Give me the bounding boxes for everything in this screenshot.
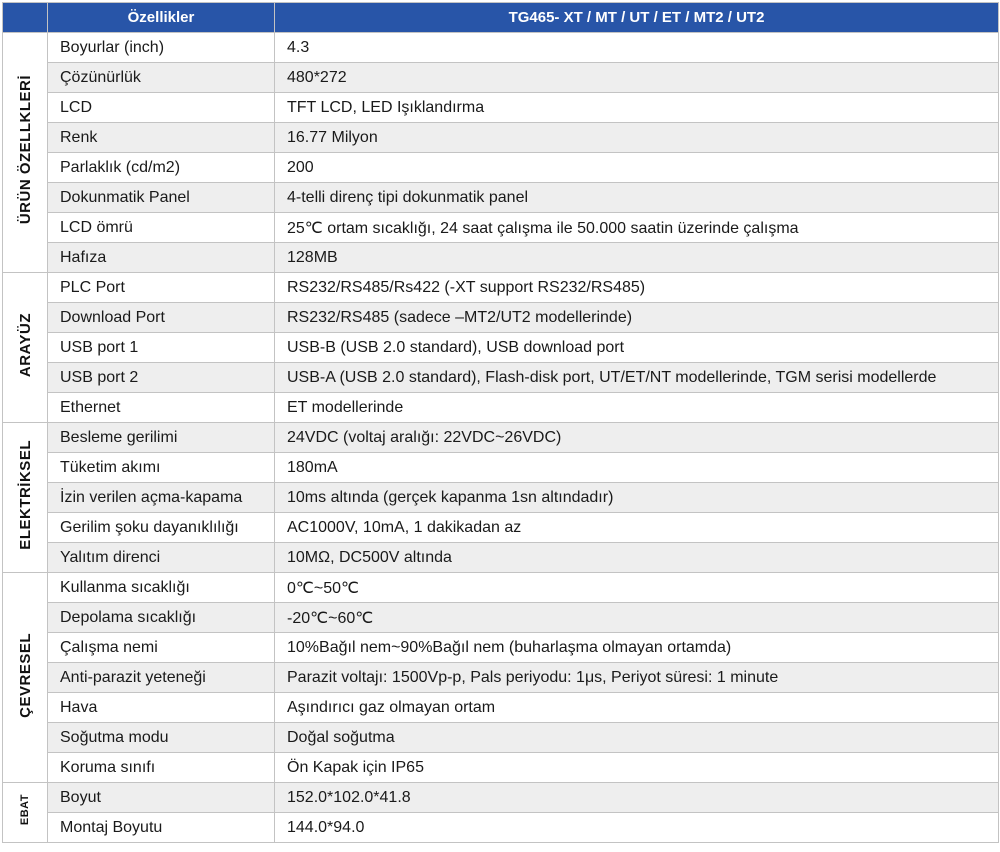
spec-table	[2, 2, 999, 843]
table-row	[3, 693, 999, 723]
table-row	[3, 783, 999, 813]
row-label: Anti-parazit yeteneği	[48, 663, 275, 693]
table-row	[3, 303, 999, 333]
table-row	[3, 813, 999, 843]
row-value: Aşındırıcı gaz olmayan ortam	[275, 693, 999, 723]
row-value: AC1000V, 10mA, 1 dakikadan az	[275, 513, 999, 543]
row-value: 25℃ ortam sıcaklığı, 24 saat çalışma ile 50.000 saatin üzerinde çalışma	[275, 213, 999, 243]
table-row	[3, 663, 999, 693]
row-value: 24VDC (voltaj aralığı: 22VDC~26VDC)	[275, 423, 999, 453]
table-header	[3, 3, 999, 33]
group-title: ÇEVRESEL	[16, 632, 34, 718]
table-row	[3, 153, 999, 183]
row-value: USB-A (USB 2.0 standard), Flash-disk port, UT/ET/NT modellerinde, TGM serisi modellerde	[275, 363, 999, 393]
row-value: Parazit voltajı: 1500Vp-p, Pals periyodu: 1μs, Periyot süresi: 1 minute	[275, 663, 999, 693]
row-label: LCD ömrü	[48, 213, 275, 243]
row-value: 480*272	[275, 63, 999, 93]
row-label: Çözünürlük	[48, 63, 275, 93]
table-row	[3, 33, 999, 63]
group-title: ELEKTRİKSEL	[16, 440, 34, 550]
table-row	[3, 513, 999, 543]
table-row	[3, 93, 999, 123]
table-row	[3, 123, 999, 153]
table-row	[3, 723, 999, 753]
row-label: LCD	[48, 93, 275, 123]
group-cell	[3, 33, 48, 273]
row-value: USB-B (USB 2.0 standard), USB download port	[275, 333, 999, 363]
row-label: Gerilim şoku dayanıklılığı	[48, 513, 275, 543]
row-label: Koruma sınıfı	[48, 753, 275, 783]
group-cell	[3, 423, 48, 573]
table-row	[3, 453, 999, 483]
row-label: Montaj Boyutu	[48, 813, 275, 843]
header-blank-cell	[3, 3, 48, 33]
row-label: Dokunmatik Panel	[48, 183, 275, 213]
table-row	[3, 393, 999, 423]
row-label: Hafıza	[48, 243, 275, 273]
table-row	[3, 543, 999, 573]
row-value: 200	[275, 153, 999, 183]
row-value: 10ms altında (gerçek kapanma 1sn altındadır)	[275, 483, 999, 513]
table-row	[3, 423, 999, 453]
row-label: Besleme gerilimi	[48, 423, 275, 453]
row-value: Ön Kapak için IP65	[275, 753, 999, 783]
row-value: ET modellerinde	[275, 393, 999, 423]
group-cell	[3, 273, 48, 423]
row-value: Doğal soğutma	[275, 723, 999, 753]
row-label: Renk	[48, 123, 275, 153]
row-value: 180mA	[275, 453, 999, 483]
row-value: 0℃~50℃	[275, 573, 999, 603]
table-row	[3, 213, 999, 243]
row-value: RS232/RS485 (sadece –MT2/UT2 modellerinde)	[275, 303, 999, 333]
row-label: Yalıtım direnci	[48, 543, 275, 573]
row-label: Download Port	[48, 303, 275, 333]
table-row	[3, 363, 999, 393]
row-value: 4-telli direnç tipi dokunmatik panel	[275, 183, 999, 213]
table-body	[3, 33, 999, 843]
row-label: Tüketim akımı	[48, 453, 275, 483]
row-value: 128MB	[275, 243, 999, 273]
row-label: Depolama sıcaklığı	[48, 603, 275, 633]
row-value: 152.0*102.0*41.8	[275, 783, 999, 813]
row-value: RS232/RS485/Rs422 (-XT support RS232/RS485)	[275, 273, 999, 303]
row-label: Kullanma sıcaklığı	[48, 573, 275, 603]
table-row	[3, 243, 999, 273]
table-row	[3, 483, 999, 513]
row-label: USB port 1	[48, 333, 275, 363]
table-row	[3, 603, 999, 633]
row-value: TFT LCD, LED Işıklandırma	[275, 93, 999, 123]
row-value: 10MΩ, DC500V altında	[275, 543, 999, 573]
row-label: Soğutma modu	[48, 723, 275, 753]
table-row	[3, 333, 999, 363]
row-label: PLC Port	[48, 273, 275, 303]
group-title: ARAYÜZ	[16, 312, 34, 378]
table-row	[3, 573, 999, 603]
table-row	[3, 63, 999, 93]
row-value: 144.0*94.0	[275, 813, 999, 843]
table-row	[3, 183, 999, 213]
row-value: 10%Bağıl nem~90%Bağıl nem (buharlaşma olmayan ortamda)	[275, 633, 999, 663]
group-cell	[3, 573, 48, 783]
row-label: İzin verilen açma-kapama	[48, 483, 275, 513]
row-value: 4.3	[275, 33, 999, 63]
row-label: Parlaklık (cd/m2)	[48, 153, 275, 183]
row-label: Boyut	[48, 783, 275, 813]
row-label: Boyurlar (inch)	[48, 33, 275, 63]
group-title: EBAT	[19, 794, 31, 826]
header-feature: Özellikler	[48, 3, 275, 33]
row-value: 16.77 Milyon	[275, 123, 999, 153]
row-label: Ethernet	[48, 393, 275, 423]
group-title: ÜRÜN ÖZELLKLERİ	[16, 75, 34, 225]
row-value: -20℃~60℃	[275, 603, 999, 633]
row-label: Çalışma nemi	[48, 633, 275, 663]
group-cell	[3, 783, 48, 843]
row-label: USB port 2	[48, 363, 275, 393]
header-model: TG465- XT / MT / UT / ET / MT2 / UT2	[275, 3, 999, 33]
table-row	[3, 633, 999, 663]
row-label: Hava	[48, 693, 275, 723]
table-row	[3, 273, 999, 303]
table-row	[3, 753, 999, 783]
